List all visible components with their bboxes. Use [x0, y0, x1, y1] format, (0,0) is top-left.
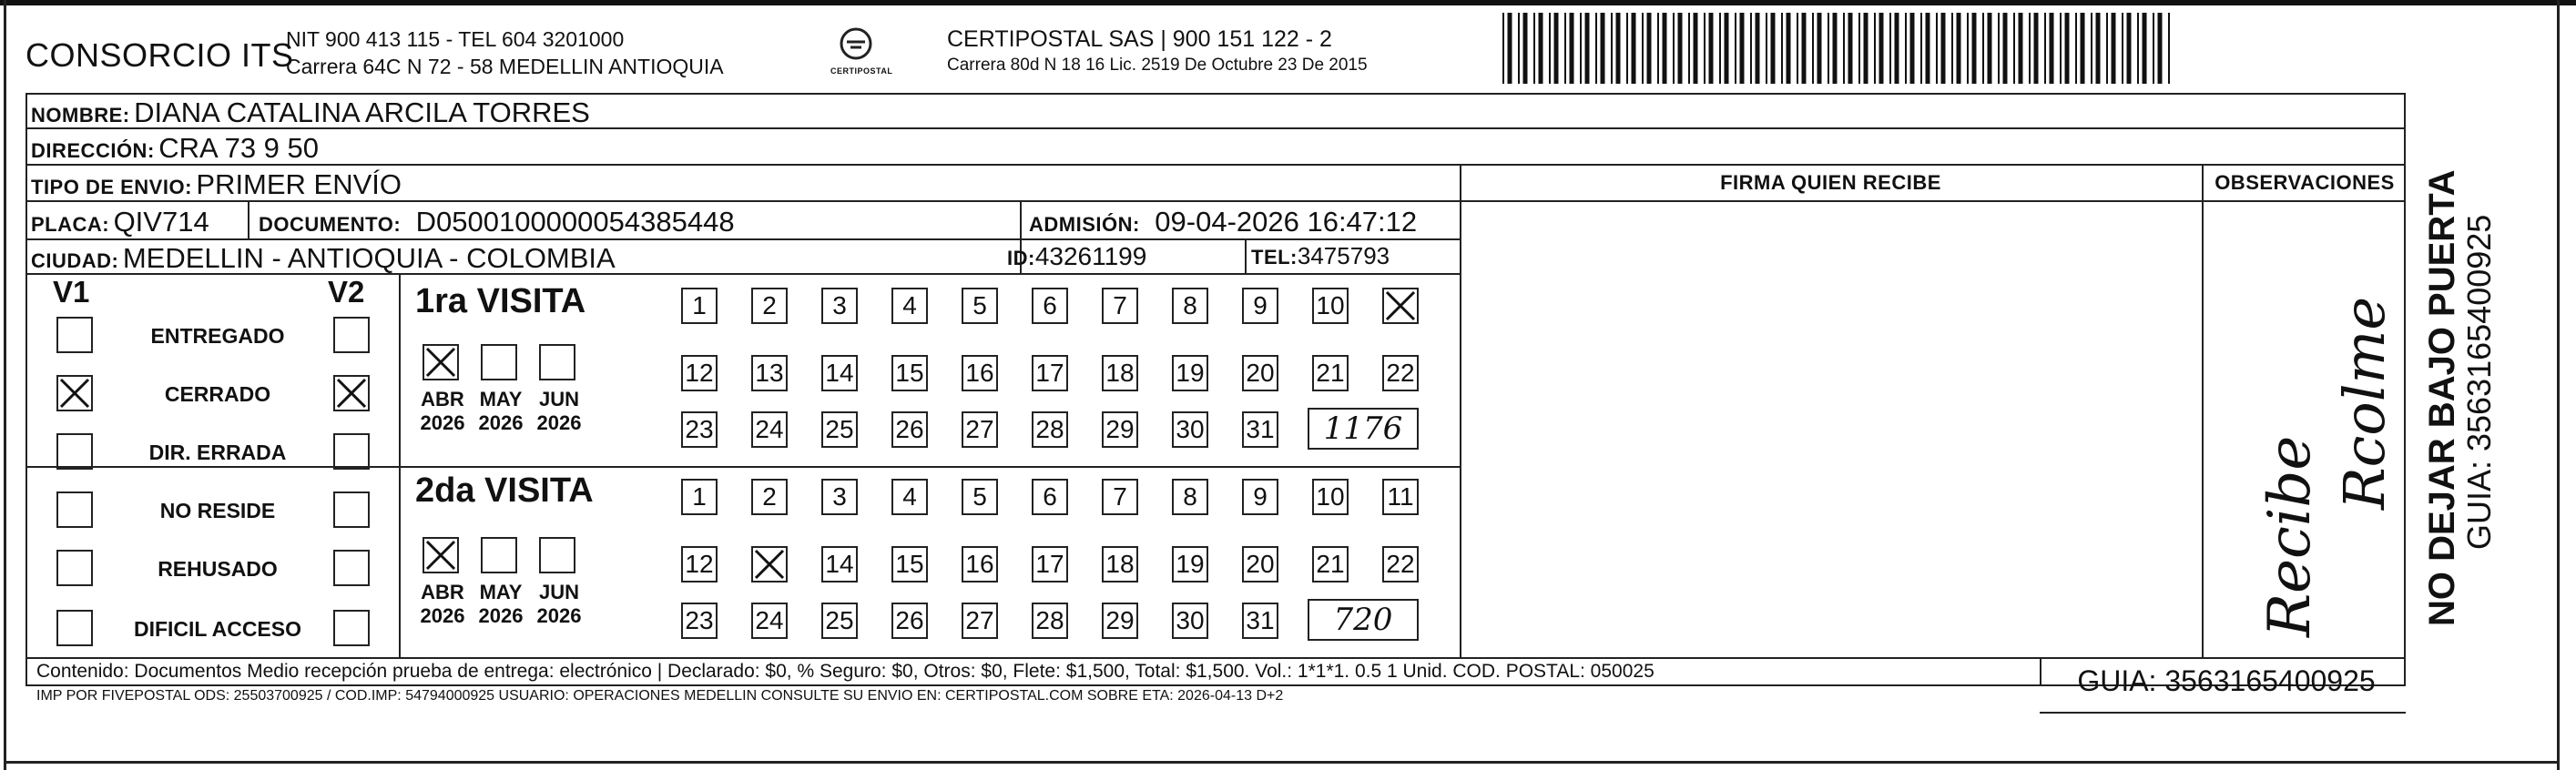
tel-label: TEL: [1251, 246, 1298, 268]
nombre-value: DIANA CATALINA ARCILA TORRES [134, 96, 590, 128]
admision-label: ADMISIÓN: [1029, 213, 1140, 236]
handwritten-date: 720 [1308, 599, 1419, 641]
col-line-obs [2202, 164, 2204, 659]
barcode-bar [1657, 13, 1659, 84]
day-box[interactable]: 3 [821, 288, 858, 324]
v2-checkbox[interactable] [333, 375, 370, 411]
day-box[interactable]: 31 [1242, 603, 1278, 639]
day-box[interactable]: 12 [681, 355, 718, 391]
barcode-bar [2029, 13, 2031, 84]
month-checkbox[interactable] [481, 344, 517, 380]
day-box[interactable]: 16 [962, 546, 998, 583]
barcode-bar [1988, 13, 1992, 84]
month-label [415, 581, 470, 628]
v1-label: V1 [53, 275, 90, 309]
company-name: CONSORCIO ITS [25, 36, 294, 74]
day-box[interactable]: 11 [1382, 479, 1419, 515]
status-label: ENTREGADO [150, 324, 285, 348]
barcode-bar [2106, 13, 2108, 84]
v2-checkbox[interactable] [333, 317, 370, 353]
barcode-bar [2019, 13, 2023, 84]
day-box[interactable]: 29 [1102, 411, 1138, 448]
admision-value: 09-04-2026 16:47:12 [1155, 206, 1418, 238]
carrier-info [947, 25, 1368, 78]
day-box[interactable]: 9 [1242, 479, 1278, 515]
barcode-bar [1725, 13, 1729, 84]
barcode-bar [2122, 13, 2123, 84]
day-box[interactable]: 9 [1242, 288, 1278, 324]
direccion-value: CRA 73 9 50 [158, 132, 320, 164]
day-box[interactable]: 6 [1032, 288, 1068, 324]
barcode-bar [1632, 13, 1636, 84]
barcode-bar [1533, 13, 1535, 84]
day-box[interactable]: 26 [891, 603, 928, 639]
barcode-bar [2075, 13, 2077, 84]
logo-text: CERTIPOSTAL [830, 66, 893, 76]
barcode-bar [2081, 13, 2085, 84]
id-label: ID: [1007, 247, 1035, 269]
day-box[interactable]: 4 [891, 479, 928, 515]
barcode-bar [1910, 13, 1915, 84]
status-label: CERRADO [164, 382, 271, 406]
day-box[interactable]: 27 [962, 603, 998, 639]
col-line-guia [2040, 657, 2041, 686]
id-row [1007, 242, 1146, 271]
day-box[interactable]: 19 [1172, 546, 1208, 583]
ciudad-label: CIUDAD: [31, 249, 119, 272]
day-box[interactable]: 10 [1312, 479, 1349, 515]
day-box[interactable]: 5 [962, 479, 998, 515]
carrier-address: Carrera 80d N 18 16 Lic. 2519 De Octubre 23 De 2015 [947, 56, 1368, 75]
left-border [4, 0, 6, 770]
day-box[interactable]: 18 [1102, 355, 1138, 391]
day-box[interactable]: 20 [1242, 355, 1278, 391]
day-box[interactable]: 15 [891, 546, 928, 583]
barcode-bar [1647, 13, 1652, 84]
day-box[interactable]: 28 [1032, 603, 1068, 639]
month-name: ABR [421, 388, 464, 410]
first-visit-title: 1ra VISITA [415, 282, 586, 320]
observaciones-header: OBSERVACIONES [2215, 171, 2395, 194]
barcode-bar [1781, 13, 1783, 84]
barcode-bar [1601, 13, 1605, 84]
footer-guia: GUIA: 3563165400925 [2077, 664, 2376, 697]
day-box[interactable]: 21 [1312, 355, 1349, 391]
row-line-footer [25, 657, 2406, 659]
company-nit: NIT 900 413 115 - TEL 604 3201000 [286, 27, 625, 51]
footer-content: Contenido: Documentos Medio recepción prueba de entrega: electrónico | Declarado: $0, % Seguro: $0, Otros: $0, Flete: $1,500, Total: $1,500. Vol.: 1*1*1. 0.5 1 Unid. COD. POSTAL: 050025 [36, 661, 1655, 682]
day-box[interactable]: 6 [1032, 479, 1068, 515]
day-box[interactable]: 13 [751, 355, 788, 391]
side-warning: NO DEJAR BAJO PUERTA [2422, 169, 2462, 626]
day-box[interactable]: 14 [821, 355, 858, 391]
day-box[interactable]: 25 [821, 603, 858, 639]
company-address: Carrera 64C N 72 - 58 MEDELLIN ANTIOQUIA [286, 55, 724, 78]
status-label: REHUSADO [158, 557, 278, 581]
barcode-bar [1709, 13, 1714, 84]
day-box[interactable]: 23 [681, 411, 718, 448]
month-checkbox[interactable] [481, 537, 517, 573]
month-checkbox[interactable] [539, 537, 575, 573]
direccion-row [31, 132, 319, 165]
month-label [473, 388, 528, 435]
day-box[interactable]: 4 [891, 288, 928, 324]
day-box[interactable]: 17 [1032, 355, 1068, 391]
month-name: JUN [538, 388, 579, 410]
barcode-bar [2091, 13, 2092, 84]
month-year: 2026 [478, 604, 524, 627]
barcode-bar [1673, 13, 1675, 84]
day-box[interactable]: 24 [751, 603, 788, 639]
barcode-bar [1936, 13, 1938, 84]
tel-row [1251, 242, 1390, 270]
day-box[interactable]: 16 [962, 355, 998, 391]
barcode-bar [1920, 13, 1922, 84]
v2-checkbox[interactable] [333, 550, 370, 586]
barcode-bar [1595, 13, 1597, 84]
barcode-bar [1704, 13, 1705, 84]
documento-row [259, 206, 735, 238]
barcode-bar [1508, 13, 1512, 84]
admision-row [1029, 206, 1417, 238]
day-box[interactable]: 30 [1172, 603, 1208, 639]
day-box[interactable]: 17 [1032, 546, 1068, 583]
v1-checkbox[interactable] [56, 610, 93, 646]
direccion-label: DIRECCIÓN: [31, 139, 155, 162]
firma-header: FIRMA QUIEN RECIBE [1720, 171, 1941, 194]
barcode-bar [2013, 13, 2015, 84]
day-box[interactable]: 28 [1032, 411, 1068, 448]
day-box[interactable]: 21 [1312, 546, 1349, 583]
month-checkbox[interactable] [423, 344, 459, 380]
v2-checkbox[interactable] [333, 610, 370, 646]
day-box[interactable]: 2 [751, 479, 788, 515]
barcode-bar [1570, 13, 1574, 84]
barcode-bar [1833, 13, 1838, 84]
barcode-bar [2096, 13, 2101, 84]
footer-print-info: IMP POR FIVEPOSTAL ODS: 25503700925 / COD.IMP: 54794000925 USUARIO: OPERACIONES MEDELLIN CONSULTE SU ENVIO EN: CERTIPOSTAL.COM SOBRE ETA: 2026-04-13 D+2 [36, 688, 1284, 704]
barcode-bar [1523, 13, 1528, 84]
month-year: 2026 [420, 411, 465, 434]
v1-checkbox[interactable] [56, 491, 93, 528]
day-box[interactable]: 2 [751, 288, 788, 324]
bottom-border [4, 761, 2560, 764]
day-box[interactable]: 26 [891, 411, 928, 448]
barcode-bar [2168, 13, 2170, 84]
day-box[interactable]: 3 [821, 479, 858, 515]
day-box[interactable]: 8 [1172, 288, 1208, 324]
barcode-bar [1735, 13, 1736, 84]
month-name: MAY [479, 581, 523, 603]
barcode-bar [1740, 13, 1745, 84]
barcode-bar [2003, 13, 2008, 84]
barcode-bar [1678, 13, 1683, 84]
barcode-bar [1797, 13, 1798, 84]
day-box[interactable]: 5 [962, 288, 998, 324]
month-year: 2026 [478, 411, 524, 434]
barcode-bar [1626, 13, 1628, 84]
barcode-bar [1564, 13, 1566, 84]
right-border [2557, 0, 2560, 770]
barcode-bar [1864, 13, 1868, 84]
barcode-bar [1905, 13, 1907, 84]
day-box[interactable]: 1 [681, 288, 718, 324]
barcode-bar [1889, 13, 1891, 84]
obs-handwriting-2: Rcolme [2331, 296, 2398, 510]
month-label [532, 388, 586, 435]
v2-checkbox[interactable] [333, 491, 370, 528]
barcode-bar [2044, 13, 2046, 84]
day-box[interactable]: 25 [821, 411, 858, 448]
v2-checkbox[interactable] [333, 433, 370, 470]
v1-checkbox[interactable] [56, 317, 93, 353]
v1-checkbox[interactable] [56, 433, 93, 470]
top-border [0, 0, 2576, 5]
barcode-bar [1750, 13, 1752, 84]
barcode [1502, 13, 2173, 84]
id-value: 43261199 [1034, 242, 1147, 270]
day-box[interactable]: 14 [821, 546, 858, 583]
logo-icon [838, 25, 874, 62]
barcode-bar [1756, 13, 1760, 84]
status-label: NO RESIDE [159, 499, 276, 522]
v1-checkbox[interactable] [56, 375, 93, 411]
barcode-bar [1585, 13, 1590, 84]
placa-value: QIV714 [113, 206, 209, 238]
day-box[interactable] [1382, 288, 1419, 324]
barcode-bar [2050, 13, 2054, 84]
ciudad-row [31, 242, 616, 275]
obs-handwriting-1: Recibe [2256, 435, 2324, 637]
barcode-bar [1957, 13, 1961, 84]
placa-row [31, 206, 209, 238]
month-label [415, 388, 470, 435]
footer-guia-bottom [2040, 712, 2406, 714]
barcode-bar [1817, 13, 1822, 84]
day-box[interactable] [751, 546, 788, 583]
status-label: DIR. ERRADA [148, 441, 287, 464]
barcode-bar [2127, 13, 2132, 84]
status-label: DIFICIL ACCESO [133, 617, 301, 641]
day-box[interactable]: 8 [1172, 479, 1208, 515]
month-label [532, 581, 586, 628]
barcode-bar [1858, 13, 1860, 84]
barcode-bar [1518, 13, 1520, 84]
documento-value: D0500100000054385448 [415, 206, 735, 238]
barcode-bar [1828, 13, 1829, 84]
day-box[interactable]: 22 [1382, 355, 1419, 391]
footer-spacer [25, 684, 2041, 686]
barcode-bar [2137, 13, 2139, 84]
day-box[interactable]: 22 [1382, 546, 1419, 583]
barcode-bar [1549, 13, 1551, 84]
documento-label: DOCUMENTO: [259, 213, 402, 236]
barcode-bar [1663, 13, 1667, 84]
day-box[interactable]: 20 [1242, 546, 1278, 583]
placa-label: PLACA: [31, 213, 110, 236]
col-line-tel [1245, 238, 1247, 273]
month-year: 2026 [536, 604, 582, 627]
side-guia: GUIA: 3563165400925 [2460, 214, 2498, 550]
barcode-bar [1941, 13, 1946, 84]
second-visit-title: 2da VISITA [415, 471, 594, 510]
month-name: JUN [538, 581, 579, 603]
month-year: 2026 [536, 411, 582, 434]
v2-label: V2 [328, 275, 365, 309]
certipostal-logo [830, 25, 893, 87]
barcode-bar [1688, 13, 1690, 84]
day-box[interactable]: 15 [891, 355, 928, 391]
day-box[interactable]: 30 [1172, 411, 1208, 448]
day-box[interactable]: 19 [1172, 355, 1208, 391]
barcode-bar [1879, 13, 1884, 84]
month-checkbox[interactable] [539, 344, 575, 380]
col-line-firma [1460, 164, 1461, 659]
month-year: 2026 [420, 604, 465, 627]
month-name: MAY [479, 388, 523, 410]
barcode-bar [1694, 13, 1698, 84]
visit-divider [25, 466, 1460, 468]
barcode-bar [2143, 13, 2147, 84]
handwritten-date: 1176 [1308, 408, 1419, 450]
day-box[interactable]: 24 [751, 411, 788, 448]
barcode-bar [1502, 13, 1504, 84]
barcode-bar [2034, 13, 2039, 84]
barcode-bar [2153, 13, 2154, 84]
barcode-bar [1967, 13, 1969, 84]
day-box[interactable]: 18 [1102, 546, 1138, 583]
month-name: ABR [421, 581, 464, 603]
barcode-bar [1926, 13, 1930, 84]
barcode-bar [1998, 13, 2000, 84]
barcode-bar [1580, 13, 1582, 84]
barcode-bar [1848, 13, 1853, 84]
barcode-bar [2065, 13, 2070, 84]
barcode-bar [1539, 13, 1543, 84]
barcode-bar [1843, 13, 1845, 84]
day-box[interactable]: 10 [1312, 288, 1349, 324]
barcode-bar [1554, 13, 1559, 84]
barcode-bar [1642, 13, 1644, 84]
tipo-label: TIPO DE ENVIO: [31, 176, 192, 198]
day-box[interactable]: 1 [681, 479, 718, 515]
tel-value: 3475793 [1297, 242, 1390, 269]
day-box[interactable]: 7 [1102, 288, 1138, 324]
barcode-bar [2158, 13, 2163, 84]
barcode-bar [1982, 13, 1984, 84]
month-label [473, 581, 528, 628]
day-box[interactable]: 7 [1102, 479, 1138, 515]
barcode-bar [1771, 13, 1776, 84]
barcode-bar [1972, 13, 1977, 84]
month-checkbox[interactable] [423, 537, 459, 573]
barcode-bar [1895, 13, 1899, 84]
row-line-2 [25, 164, 2406, 166]
day-box[interactable]: 23 [681, 603, 718, 639]
barcode-bar [1812, 13, 1814, 84]
day-box[interactable]: 31 [1242, 411, 1278, 448]
carrier-name: CERTIPOSTAL SAS | 900 151 122 - 2 [947, 26, 1332, 52]
day-box[interactable]: 12 [681, 546, 718, 583]
day-box[interactable]: 29 [1102, 603, 1138, 639]
barcode-bar [1719, 13, 1721, 84]
day-box[interactable]: 27 [962, 411, 998, 448]
barcode-bar [2060, 13, 2062, 84]
ciudad-value: MEDELLIN - ANTIOQUIA - COLOMBIA [122, 242, 616, 274]
barcode-bar [1874, 13, 1876, 84]
barcode-bar [1616, 13, 1621, 84]
v1-checkbox[interactable] [56, 550, 93, 586]
col-line-status [399, 273, 401, 657]
barcode-bar [1611, 13, 1613, 84]
barcode-bar [1766, 13, 1767, 84]
nombre-label: NOMBRE: [31, 104, 130, 127]
col-line-placa [248, 200, 249, 238]
tipo-row [31, 168, 402, 201]
barcode-bar [1951, 13, 1953, 84]
barcode-bar [2112, 13, 2116, 84]
company-info [286, 25, 724, 80]
barcode-bar [1802, 13, 1807, 84]
tipo-value: PRIMER ENVÍO [196, 168, 402, 200]
barcode-bar [1787, 13, 1791, 84]
nombre-row [31, 96, 590, 129]
